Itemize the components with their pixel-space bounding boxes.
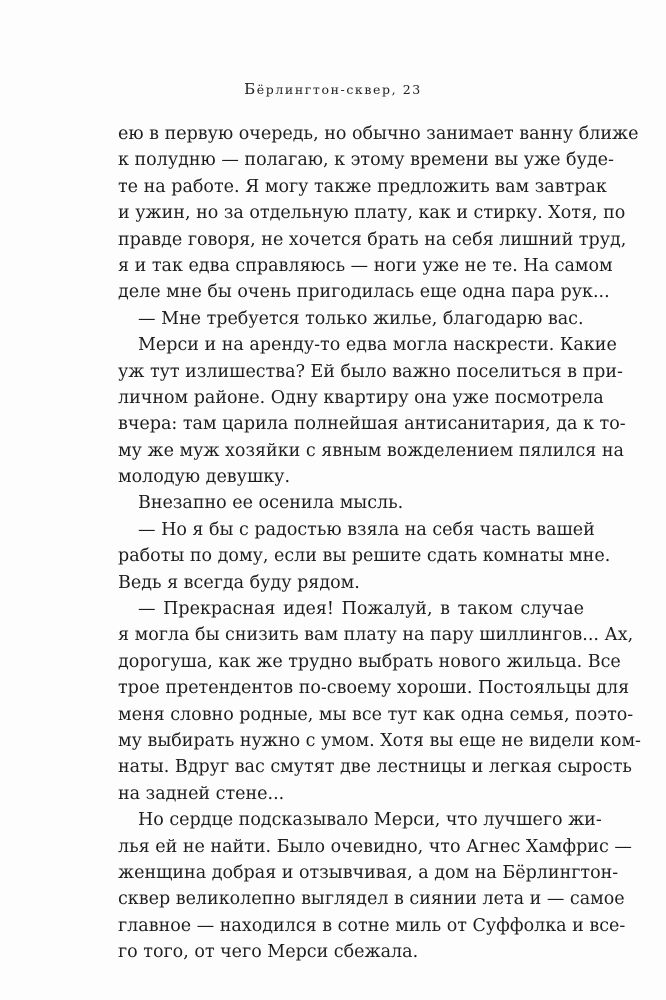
text-line: меня словно родные, мы все тут как одна семья, поэто- xyxy=(118,704,634,725)
text-line: правде говоря, не хочется брать на себя лишний труд, xyxy=(118,229,627,250)
text-line: женщина добрая и отзывчивая, а дом на Бёрлингтон- xyxy=(118,862,619,883)
text-line: — Мне требуется только жилье, благодарю вас. xyxy=(138,308,584,329)
text-line: работы по дому, если вы решите сдать комнаты мне. xyxy=(118,546,611,567)
body-text xyxy=(118,121,641,966)
text-line: наты. Вдруг вас смутят две лестницы и легкая сырость xyxy=(118,757,632,778)
text-line: Но сердце подсказывало Мерси, что лучшего жи- xyxy=(138,810,602,831)
text-line: те на работе. Я могу также предложить вам завтрак xyxy=(118,176,607,197)
text-line: главное — находился в сотне миль от Суффолка и все- xyxy=(118,915,626,936)
text-line: молодую девушку. xyxy=(118,467,291,488)
text-line: я могла бы снизить вам плату на пару шиллингов... Ах, xyxy=(118,625,634,646)
text-line: деле мне бы очень пригодилась еще одна пара рук... xyxy=(118,282,610,303)
text-line: и ужин, но за отдельную плату, как и стирку. Хотя, по xyxy=(118,203,626,224)
text-line: ею в первую очередь, но обычно занимает ванну ближе xyxy=(118,124,639,144)
text-line: вчера: там царила полнейшая антисанитария, да к то- xyxy=(118,414,626,435)
text-line: сквер великолепно выглядел в сиянии лета и — самое xyxy=(118,889,625,910)
text-line: му выбирать нужно с умом. Хотя вы еще не видели ком- xyxy=(118,730,641,751)
text-line: му же муж хозяйки с явным вожделением пялился на xyxy=(118,440,624,461)
text-line: — Прекрасная идея! Пожалуй, в таком случае xyxy=(138,599,584,620)
text-line: дорогуша, как же трудно выбрать нового жильца. Все xyxy=(118,651,621,672)
text-line: личном районе. Одну квартиру она уже посмотрела xyxy=(118,387,604,408)
running-head: Бёрлингтон-сквер, 23 xyxy=(244,80,422,98)
text-line: на задней стене... xyxy=(118,783,285,804)
text-line: я и так едва справляюсь — ноги уже не те. На самом xyxy=(118,255,613,276)
text-line: го того, от чего Мерси сбежала. xyxy=(118,942,419,963)
text-line: лья ей не найти. Было очевидно, что Агнес Хамфрис — xyxy=(118,836,632,857)
text-line: трое претендентов по-своему хороши. Постояльцы для xyxy=(118,678,630,699)
text-line: Мерси и на аренду-то едва могла наскрести. Какие xyxy=(138,335,617,356)
text-line: к полудню — полагаю, к этому времени вы уже буде- xyxy=(118,150,614,171)
text-line: Внезапно ее осенила мысль. xyxy=(138,493,404,514)
text-line: уж тут излишества? Ей было важно поселиться в при- xyxy=(118,361,623,382)
text-line: Ведь я всегда буду рядом. xyxy=(118,572,360,593)
text-line: — Но я бы с радостью взяла на себя часть вашей xyxy=(138,519,595,540)
